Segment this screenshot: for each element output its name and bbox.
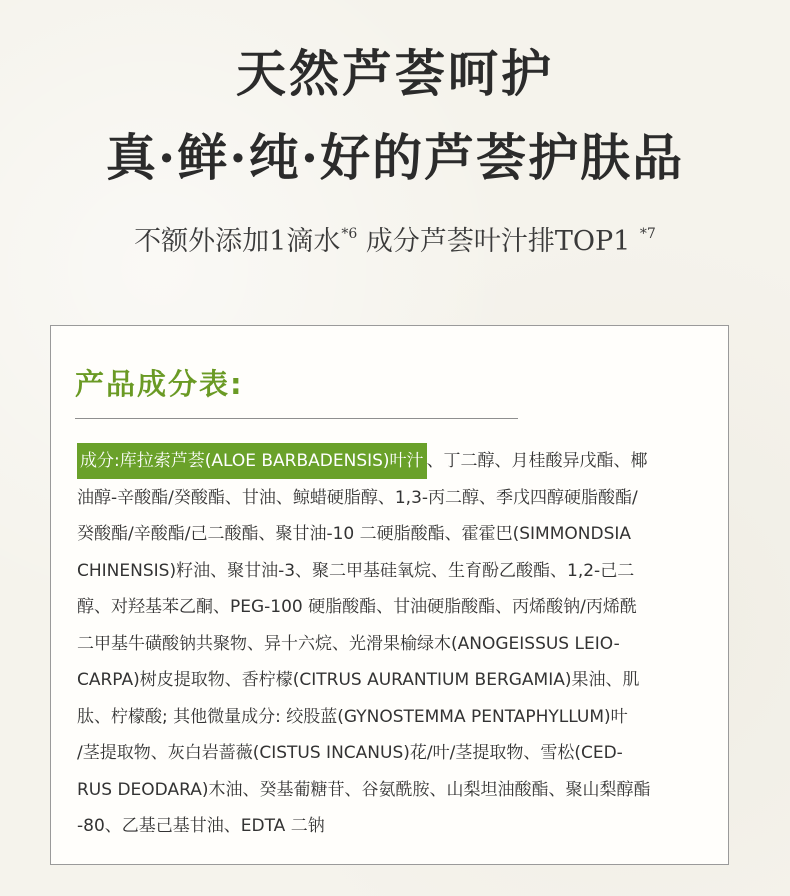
ingredients-line: 醇、对羟基苯乙酮、PEG-100 硬脂酸酯、甘油硬脂酸酯、丙烯酸钠/丙烯酰 [77, 597, 637, 617]
ingredients-line: /茎提取物、灰白岩蔷薇(CISTUS INCANUS)花/叶/茎提取物、雪松(CED- [77, 743, 623, 763]
ingredients-line: RUS DEODARA)木油、癸基葡糖苷、谷氨酰胺、山梨坦油酸酯、聚山梨醇酯 [77, 779, 651, 800]
subtitle-text-1: 不额外添加1滴水 [134, 226, 341, 257]
ingredients-line: 癸酸酯/辛酸酯/己二酸酯、聚甘油-10 二硬脂酸酯、霍霍巴(SIMMONDSIA [77, 524, 632, 544]
subtitle [0, 214, 790, 262]
ingredients-line: 肽、柠檬酸; 其他微量成分: 绞股蓝(GYNOSTEMMA PENTAPHYLLUM)叶 [77, 706, 628, 727]
ingredients-text [77, 443, 714, 845]
footnote-marker-7: *7 [639, 226, 656, 242]
ingredients-line: CARPA)树皮提取物、香柠檬(CITRUS AURANTIUM BERGAMIA)果油、肌 [77, 670, 640, 690]
headline-primary: 天然芦荟呵护 [236, 44, 554, 103]
heading-divider [75, 418, 518, 419]
ingredients-line: 油醇-辛酸酯/癸酸酯、甘油、鲸蜡硬脂醇、1,3-丙二醇、季戊四醇硬脂酸酯/ [77, 487, 638, 508]
ingredients-line-text: 、丁二醇、月桂酸异戊酯、椰 [426, 451, 648, 471]
subtitle-text-2: 成分芦荟叶汁排TOP1 [357, 226, 639, 257]
headline-secondary: 真·鲜·纯·好的芦荟护肤品 [105, 128, 685, 187]
ingredients-card [50, 325, 729, 865]
ingredients-line: -80、乙基己基甘油、EDTA 二钠 [77, 816, 325, 836]
ingredients-line: CHINENSIS)籽油、聚甘油-3、聚二甲基硅氧烷、生育酚乙酸酯、1,2-己二 [77, 560, 635, 581]
footnote-marker-6: *6 [341, 226, 358, 242]
ingredients-line: 二甲基牛磺酸钠共聚物、异十六烷、光滑果榆绿木(ANOGEISSUS LEIO- [77, 633, 620, 654]
ingredients-line [77, 443, 714, 480]
ingredients-heading: 产品成分表: [75, 367, 244, 401]
ingredient-highlight: 成分:库拉索芦荟(ALOE BARBADENSIS)叶汁 [77, 443, 427, 479]
